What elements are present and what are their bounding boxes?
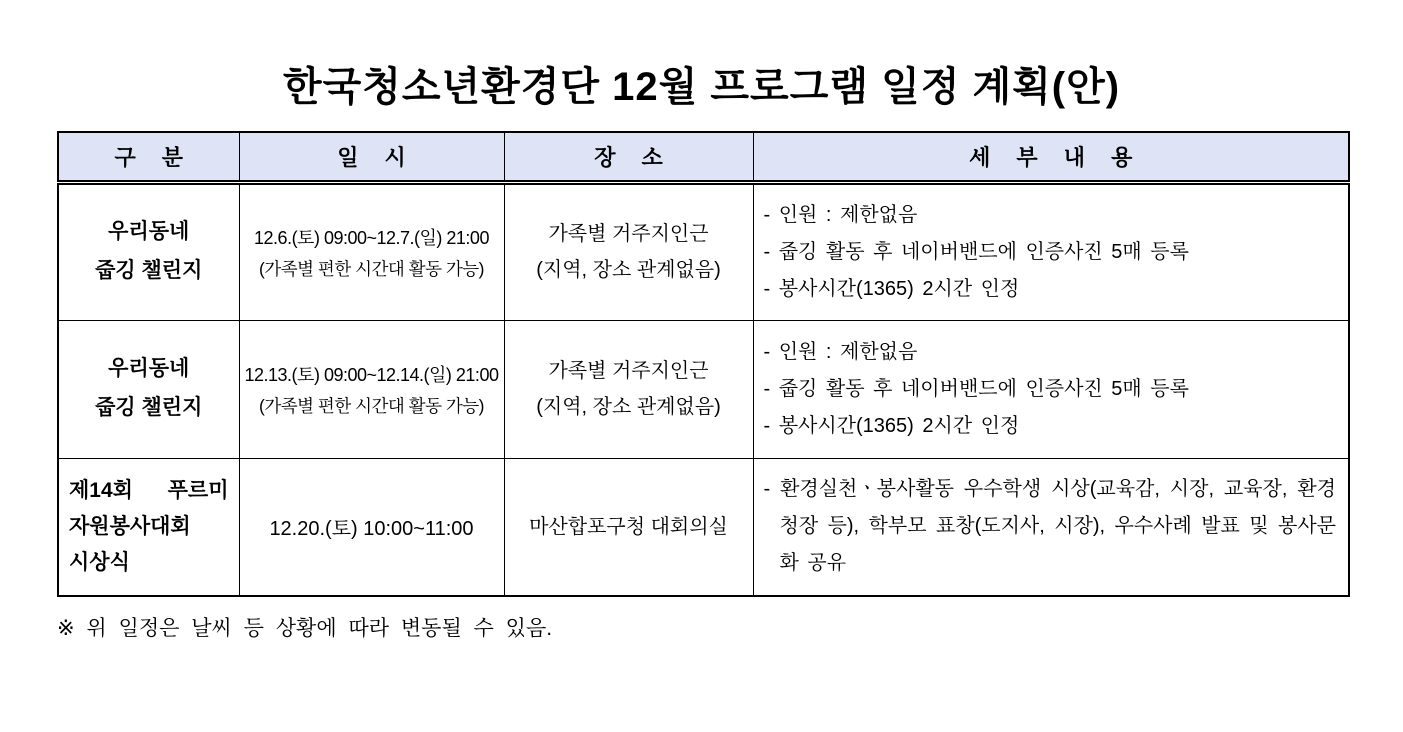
datetime-cell (239, 458, 504, 596)
col-header-datetime: 일 시 (239, 132, 504, 182)
details-cell (753, 320, 1349, 458)
detail-item: - 줍깅 활동 후 네이버밴드에 인증사진 5매 등록 (763, 377, 1189, 400)
detail-item: - 봉사시간(1365) 2시간 인정 (763, 414, 1020, 437)
page-title: 한국청소년환경단 12월 프로그램 일정 계획(안) (282, 65, 1121, 109)
detail-item: - 인원 : 제한없음 (763, 203, 918, 226)
schedule-table (57, 131, 1350, 597)
datetime-cell (239, 320, 504, 458)
datetime-main: 12.13.(토) 09:00~12.14.(일) 21:00 (244, 364, 499, 385)
detail-item: - 환경실천ㆍ봉사활동 우수학생 시상(교육감, 시장, 교육장, 환경청장 등), 학부모 표창(도지사, 시장), 우수사례 발표 및 봉사문화 공유 (763, 478, 1336, 575)
category-line: 자원봉사대회 (69, 514, 191, 538)
category-line: 우리동네 (108, 220, 190, 244)
category-cell (58, 182, 239, 320)
detail-item: - 인원 : 제한없음 (763, 340, 918, 363)
location-line: 가족별 거주지인근 (548, 223, 709, 245)
location-cell (504, 458, 753, 596)
location-line: 가족별 거주지인근 (548, 360, 709, 382)
table-row (58, 320, 1349, 458)
category-line: 제14회 푸르미 (69, 479, 229, 503)
datetime-main: 12.20.(토) 10:00~11:00 (269, 518, 474, 541)
location-line: (지역, 장소 관계없음) (536, 396, 721, 418)
category-line: 우리동네 (108, 357, 190, 381)
col-header-details: 세 부 내 용 (753, 132, 1349, 182)
location-line: 마산합포구청 대회의실 (529, 515, 728, 538)
category-line: 줍깅 챌린지 (95, 259, 203, 282)
table-row (58, 458, 1349, 596)
category-cell (58, 458, 239, 596)
table-row (58, 182, 1349, 320)
details-cell (753, 458, 1349, 596)
location-line: (지역, 장소 관계없음) (536, 259, 721, 281)
details-cell (753, 182, 1349, 320)
col-header-location: 장 소 (504, 132, 753, 182)
datetime-main: 12.6.(토) 09:00~12.7.(일) 21:00 (254, 227, 489, 248)
datetime-cell (239, 182, 504, 320)
col-header-category: 구 분 (58, 132, 239, 182)
table-header-row (58, 132, 1349, 182)
detail-item: - 줍깅 활동 후 네이버밴드에 인증사진 5매 등록 (763, 240, 1189, 263)
datetime-note: (가족별 편한 시간대 활동 가능) (259, 396, 484, 417)
location-cell (504, 320, 753, 458)
footnote: ※ 위 일정은 날씨 등 상황에 따라 변동될 수 있음. (57, 617, 553, 640)
datetime-note: (가족별 편한 시간대 활동 가능) (259, 259, 484, 280)
category-cell (58, 320, 239, 458)
location-cell (504, 182, 753, 320)
category-line: 줍깅 챌린지 (95, 396, 203, 419)
category-line: 시상식 (69, 550, 130, 574)
detail-item: - 봉사시간(1365) 2시간 인정 (763, 277, 1020, 300)
